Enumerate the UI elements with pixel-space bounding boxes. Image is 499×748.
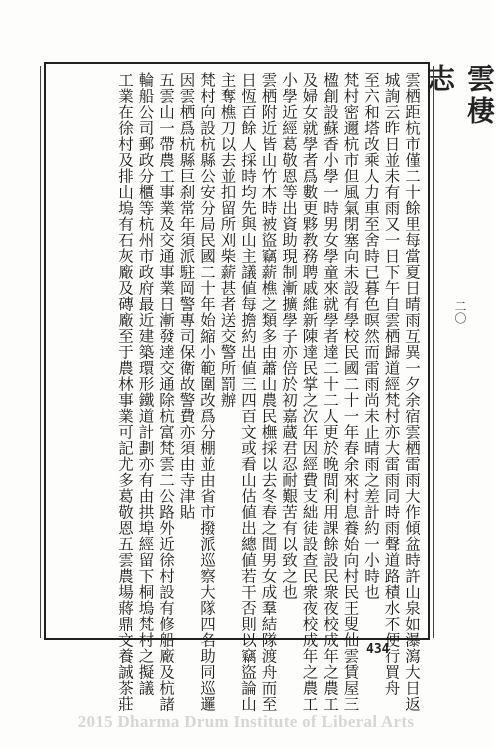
text-column: 主奪樵刀以去並扣留所刈柴薪甚者送交警所罰辦 (218, 72, 237, 408)
text-column: 楹創設蘇香小學一時男女學童來就學者達二十二人更於晚間利用課餘設民衆夜校成年之農工 (321, 72, 339, 712)
text-column: 梵村密邇杭市但風氣閉塞向未設有學校民國二十一年春余來村息養始向村民王叟仙雲賃屋三 (341, 72, 360, 712)
page-number: 434 (366, 642, 390, 657)
text-column: 至六和塔改乘人力車至舍時已暮色暝然而雷雨尚未止晴雨之差計約一小時也 (362, 72, 380, 600)
text-column: 城詢云昨日並未有雨又一日下午自雲栖歸道經梵村亦大雷雨同時雨聲道路積水不便行買舟 (382, 72, 401, 696)
running-title (423, 64, 496, 144)
folio-marker: 二〇 (453, 300, 467, 324)
watermark: 2015 Dharma Drum Institute of Liberal Arts (77, 712, 415, 731)
text-column: 輪船公司郵政分櫃等杭州市政府最近建築環形鐵道計劃亦有由拱埠經留下桐塢梵村之擬議 (136, 72, 155, 696)
text-column: 日恆百餘人採時均先與山主議値每擔約出値三四百文或看山估値出總値若干否則以竊盜論山 (239, 72, 257, 712)
text-column: 雲栖距杭市僅二十餘里每當夏日晴雨互異一夕余宿雲栖雷雨大作傾盆時許山泉如瀑瀉大日返 (403, 72, 421, 712)
text-column: 五雲山一帶農工事業及交通事業日漸發達交通除杭富梵雲二公路外近徐村設有修船廠及杭諸 (157, 72, 175, 712)
text-column: 雲栖附近皆山竹木時被盜竊薪樵之類多由蕭山農民橅採以去冬春之間男女成羣結隊渡舟而至 (259, 72, 278, 712)
text-column: 梵村向設杭縣公安分局民國二十年始縮小範圍改爲分棚並由省市撥派巡察大隊四名助同巡邏 (198, 72, 216, 712)
text-column: 及婦女就學者爲數更夥教務聘戚維新陳達民掌之次年因經費支絀徒設查民衆夜校成年之農工 (300, 72, 319, 712)
book-title: 雲棲志 (423, 64, 496, 128)
text-column: 因雲栖爲杭縣巨刹常年須派駐岡警專司保衛故警費亦須由寺津貼 (177, 72, 196, 520)
text-column: 工業在徐村及排山塢有石灰廠及磚廠至于農林事業可記尤多葛敬恩五雲農場蔣鼎文養誠茶莊 (116, 72, 134, 712)
text-column: 小學近經葛敬恩等出資助現制漸擴學子亦倍於初嘉蔵君忍耐艱苦有以致之也 (280, 72, 298, 600)
